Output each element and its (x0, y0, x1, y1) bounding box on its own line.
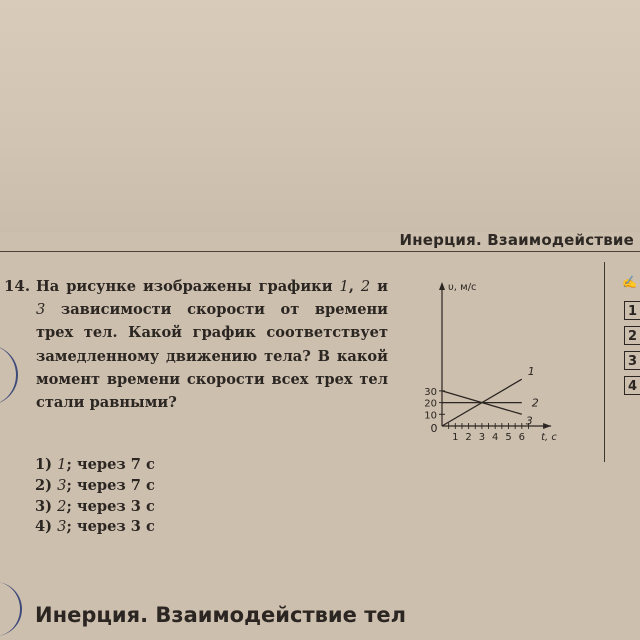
margin-rule (604, 262, 605, 462)
x-axis-arrow (543, 423, 551, 429)
question-text (36, 275, 388, 414)
answer-option[interactable] (35, 517, 155, 538)
answer-graph: 1 (57, 456, 67, 473)
answer-time: ; через 3 с (66, 497, 155, 515)
y-tick-label: 10 (424, 410, 437, 422)
x-tick-label: 1 (452, 432, 459, 443)
answer-time: ; через 3 с (66, 518, 155, 536)
y-axis-label: υ, м/с (448, 282, 477, 293)
answer-num: 1) (35, 456, 53, 473)
pencil-icon: ✍ (622, 275, 637, 289)
answer-box-4[interactable]: 4 (624, 376, 640, 395)
graph-ticks (424, 387, 528, 443)
graph-ref-2: 2 (360, 278, 371, 295)
question-text-part: зависимости скорости от времени трех тел. Какой график соответствует замедленному движению тела? В какой момент времени скорости всех трех тел стали равными? (36, 301, 388, 412)
answer-num: 3) (35, 497, 53, 515)
x-tick-label: 4 (492, 432, 499, 443)
question-text-part: и (370, 278, 388, 295)
y-tick-label: 30 (424, 386, 437, 398)
x-tick-label: 6 (518, 432, 525, 443)
page-top-area (0, 0, 640, 232)
origin-label: 0 (430, 422, 438, 435)
graph-ref-3: 3 (36, 301, 46, 319)
answer-box-2[interactable]: 2 (624, 326, 640, 345)
answer-time: ; через 7 с (66, 476, 155, 494)
x-tick-label: 2 (465, 432, 472, 443)
answer-option[interactable] (35, 476, 155, 497)
question-text-part: На рисунке изображены графики (36, 278, 340, 295)
answer-box-3[interactable]: 3 (624, 351, 640, 370)
question-number: 14. (4, 277, 31, 295)
header-rule (0, 251, 640, 252)
graph-labels (431, 282, 558, 443)
answer-option[interactable] (35, 455, 155, 476)
y-tick-label: 20 (424, 398, 437, 410)
answer-graph: 2 (57, 497, 67, 515)
pencil-mark (0, 345, 18, 405)
x-axis-label: t, с (541, 432, 557, 443)
answer-num: 2) (35, 476, 53, 494)
graph-ref-1: 1 (339, 278, 349, 295)
answer-options (35, 455, 155, 538)
series-label-1: 1 (527, 365, 535, 379)
x-tick-label: 3 (478, 432, 486, 443)
pencil-mark (0, 582, 22, 636)
answer-time: ; через 7 с (66, 456, 155, 473)
answer-graph: 3 (57, 476, 67, 494)
answer-graph: 3 (57, 518, 67, 536)
graph-lines (442, 379, 522, 426)
velocity-time-graph (412, 278, 602, 443)
section-heading: Инерция. Взаимодействие тел (35, 603, 406, 627)
answer-num: 4) (35, 518, 53, 536)
series-label-3: 3 (525, 414, 533, 428)
x-tick-label: 5 (505, 432, 512, 443)
answer-box-1[interactable]: 1 (624, 301, 640, 320)
answer-option[interactable] (35, 497, 155, 518)
y-axis-arrow (439, 282, 445, 290)
running-head: Инерция. Взаимодействие (399, 231, 634, 249)
series-label-2: 2 (531, 396, 539, 410)
question-text-part: , (348, 278, 361, 295)
